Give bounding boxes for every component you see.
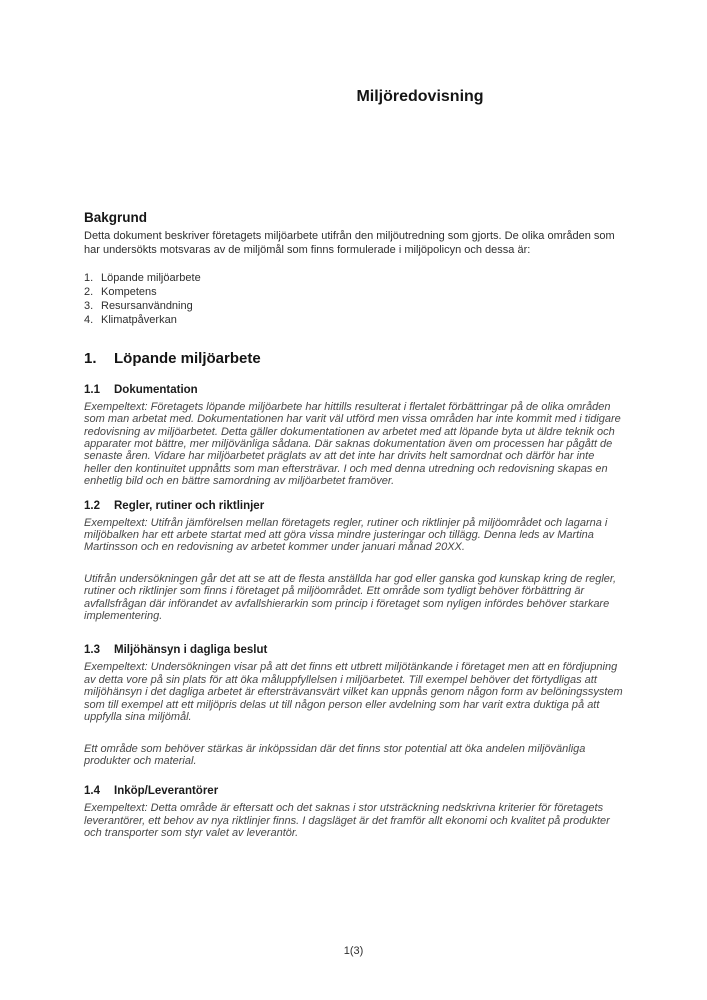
subsection-heading (84, 644, 623, 657)
list-item-label: Kompetens (101, 285, 157, 298)
list-item (84, 271, 623, 285)
subsection-heading (84, 785, 623, 798)
section-number: 1. (84, 349, 97, 367)
subsection-1-1 (84, 384, 623, 488)
list-item (84, 313, 623, 327)
body-paragraph: Exempeltext: Detta område är eftersatt och det saknas i stor utsträckning nedskrivna kriterier för företagets leverantörer, ett behov av nya riktlinjer finns. I dagsläget är det framför allt ekonomi och kvalitet på produkter och transporter som styr valet av leverantör. (84, 802, 610, 840)
subsection-title: Regler, rutiner och riktlinjer (114, 499, 265, 512)
list-item-number: 3. (84, 300, 94, 313)
body-paragraph: Exempeltext: Företagets löpande miljöarbete har hittills resulterat i flertalet förbättringar på de olika områden som man arbetat med. Dokumentationen har varit väl utförd men vissa områden har inte kommit med i tidigare redovisning av miljöarbetet. Detta gäller dokumentationen av arbetet med att löpande byta ut äldre teknik och apparater mot bättre, mer miljövänliga sådana. Där saknas dokumentation även om processen har pågått de senaste åren. Vidare har miljöarbetet präglats av att det inte har drivits helt samordnat och därför har inte heller den kontinuitet uppnåtts som man eftersträvar. I och med denna utredning och redovisning skapas en enhetlig bild och en bättre samordning av miljöarbetet framöver. (84, 400, 621, 488)
subsection-1-4 (84, 785, 623, 839)
list-item-number: 1. (84, 271, 94, 284)
list-item-label: Löpande miljöarbete (101, 271, 201, 284)
section-1-heading (84, 350, 623, 368)
list-item-number: 2. (84, 285, 94, 298)
subsection-title: Inköp/Leverantörer (114, 785, 219, 798)
intro-paragraph: Detta dokument beskriver företagets miljöarbete utifrån den miljöutredning som gjorts. De olika områden som har undersökts motsvaras av de miljömål som finns formulerade i miljöpolicyn och dessa är: (84, 230, 615, 257)
document-content (84, 0, 623, 840)
body-paragraph: Exempeltext: Undersökningen visar på att det finns ett utbrett miljötänkande i företaget men att en fördjupning av detta vore på sin plats för att öka måluppfyllelsen i miljöarbetet. Till exempel behöver det förtydligas att miljöhänsyn i det dagliga arbetet är eftersträvansvärt vilket kan uppnås genom någon form av belöningssystem som till exempel att ett miljöpris delas ut till någon person eller avdelning som har varit extra duktiga på att uppfylla sina miljömål. (84, 661, 623, 724)
subsection-number: 1.2 (84, 499, 100, 512)
subsection-heading (84, 384, 623, 397)
list-item (84, 285, 623, 299)
subsection-number: 1.4 (84, 785, 100, 798)
body-paragraph: Ett område som behöver stärkas är inköpssidan där det finns stor potential att öka andelen miljövänliga produkter och material. (84, 742, 586, 767)
subsection-1-2 (84, 500, 623, 623)
subsection-title: Miljöhänsyn i dagliga beslut (114, 644, 268, 657)
section-title: Löpande miljöarbete (114, 349, 261, 367)
document-title: Miljöredovisning (356, 88, 484, 105)
page-number: 1(3) (343, 945, 364, 957)
subsection-heading (84, 500, 623, 513)
goal-numbered-list (84, 271, 623, 328)
subsection-1-3 (84, 644, 623, 767)
body-paragraph: Exempeltext: Utifrån jämförelsen mellan företagets regler, rutiner och riktlinjer på miljöområdet och lagarna i miljöbalken har ett arbete startat med att göra vissa mindre justeringar och tillägg. Denna leds av Martina Martinsson och en redovisning av arbetet kommer under januari månad 20XX. (84, 516, 608, 554)
subsection-number: 1.3 (84, 644, 100, 657)
list-item-label: Resursanvändning (101, 300, 193, 313)
heading-bakgrund: Bakgrund (84, 210, 148, 225)
list-item-label: Klimatpåverkan (101, 314, 177, 327)
body-paragraph: Utifrån undersökningen går det att se att de flesta anställda har god eller ganska god kunskap kring de regler, rutiner och riktlinjer som finns i företaget på miljöområdet. Ett område som tydligt behöver förbättring är avfallsfrågan där införandet av avfallshierarkin som princip i företaget som nyligen infördes behöver starkare implementering. (84, 572, 617, 623)
list-item-number: 4. (84, 314, 94, 327)
subsection-number: 1.1 (84, 383, 100, 396)
subsection-title: Dokumentation (114, 383, 198, 396)
list-item (84, 299, 623, 313)
